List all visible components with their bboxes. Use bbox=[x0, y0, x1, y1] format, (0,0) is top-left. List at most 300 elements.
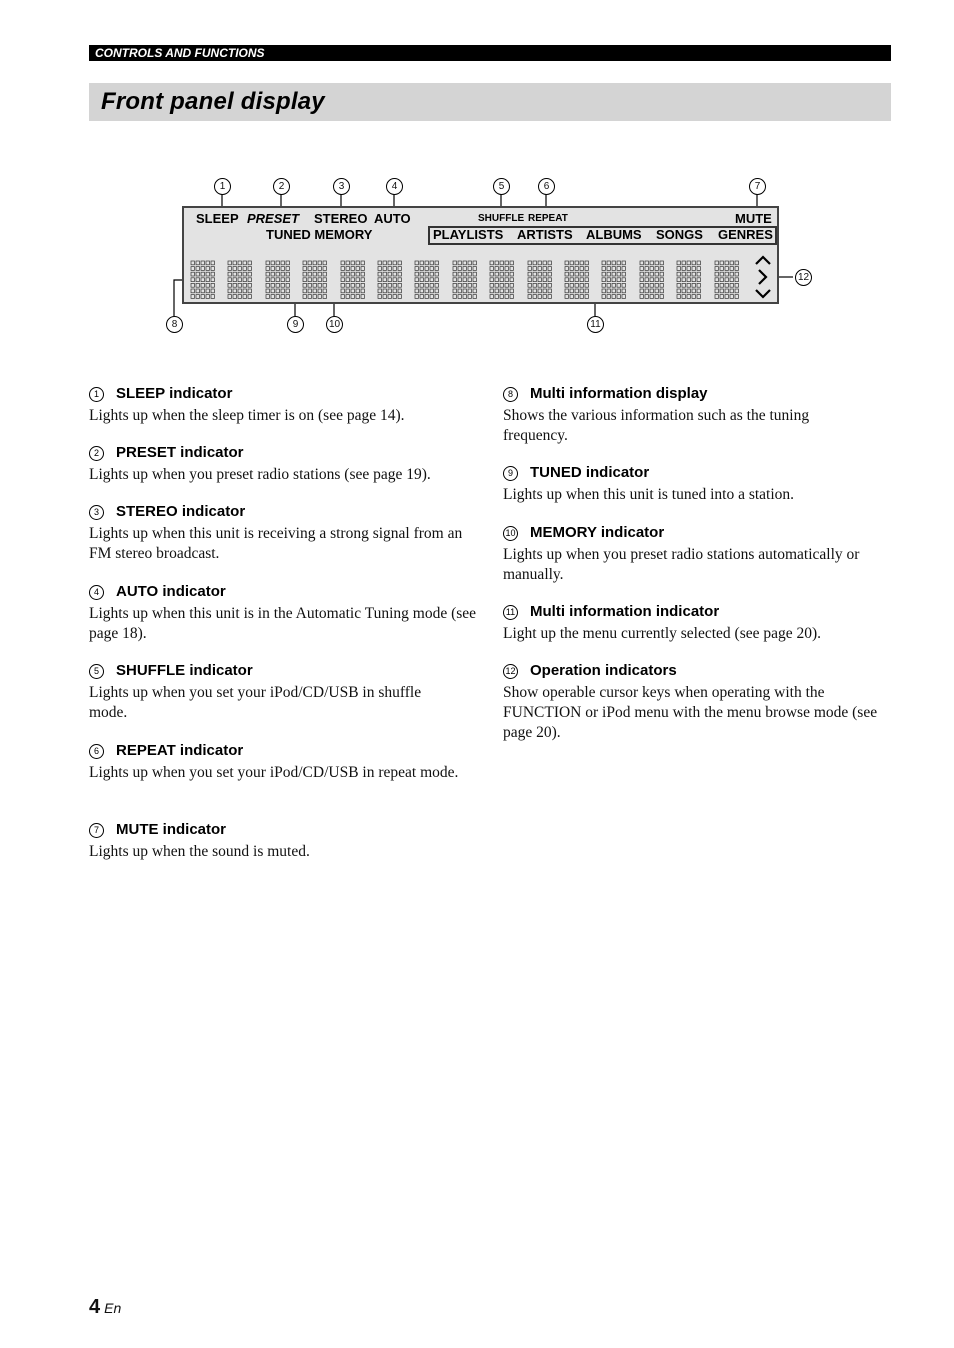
matrix-dot bbox=[233, 295, 236, 299]
matrix-dot bbox=[538, 267, 541, 271]
item-number: 12 bbox=[503, 664, 518, 679]
matrix-dot bbox=[602, 272, 605, 276]
matrix-dot bbox=[528, 278, 531, 282]
matrix-dot bbox=[682, 295, 685, 299]
matrix-dot bbox=[276, 283, 279, 287]
page-title: Front panel display bbox=[101, 88, 325, 115]
matrix-dot bbox=[490, 295, 493, 299]
matrix-dot bbox=[543, 267, 546, 271]
matrix-dot bbox=[570, 261, 573, 265]
matrix-dot bbox=[730, 261, 733, 265]
matrix-dot bbox=[580, 295, 583, 299]
matrix-dot bbox=[308, 267, 311, 271]
matrix-dot bbox=[543, 289, 546, 293]
list-item bbox=[503, 661, 893, 743]
matrix-dot bbox=[622, 278, 625, 282]
item-text: Lights up when the sleep timer is on (see page 14). bbox=[89, 407, 405, 424]
matrix-dot bbox=[425, 278, 428, 282]
item-heading bbox=[89, 502, 479, 522]
item-heading bbox=[503, 463, 893, 483]
matrix-dot bbox=[490, 283, 493, 287]
matrix-dot bbox=[318, 283, 321, 287]
matrix-dot bbox=[276, 295, 279, 299]
item-title: MEMORY indicator bbox=[530, 524, 665, 541]
matrix-dot bbox=[228, 295, 231, 299]
matrix-dot bbox=[415, 272, 418, 276]
matrix-dot bbox=[650, 295, 653, 299]
mute-indicator: MUTE bbox=[735, 211, 772, 226]
matrix-dot bbox=[420, 278, 423, 282]
matrix-dot bbox=[243, 289, 246, 293]
matrix-dot bbox=[580, 272, 583, 276]
item-heading bbox=[503, 384, 853, 404]
matrix-dot bbox=[715, 261, 718, 265]
matrix-dot bbox=[346, 289, 349, 293]
matrix-dot bbox=[463, 272, 466, 276]
matrix-dot bbox=[435, 278, 438, 282]
matrix-dot bbox=[388, 289, 391, 293]
matrix-dot bbox=[191, 295, 194, 299]
matrix-dot bbox=[622, 267, 625, 271]
list-item bbox=[89, 820, 310, 862]
matrix-dot bbox=[640, 278, 643, 282]
matrix-dot bbox=[266, 289, 269, 293]
matrix-dot bbox=[720, 283, 723, 287]
matrix-dot bbox=[238, 283, 241, 287]
matrix-dot bbox=[473, 272, 476, 276]
matrix-dot bbox=[228, 267, 231, 271]
matrix-dot bbox=[430, 272, 433, 276]
matrix-dot bbox=[650, 261, 653, 265]
matrix-dot bbox=[720, 261, 723, 265]
matrix-dot bbox=[276, 267, 279, 271]
matrix-dot bbox=[266, 272, 269, 276]
matrix-dot bbox=[356, 261, 359, 265]
matrix-dot bbox=[346, 272, 349, 276]
matrix-dot bbox=[271, 295, 274, 299]
matrix-dot bbox=[660, 295, 663, 299]
matrix-dot bbox=[266, 278, 269, 282]
matrix-dot bbox=[453, 278, 456, 282]
matrix-dot bbox=[206, 295, 209, 299]
matrix-dot bbox=[570, 267, 573, 271]
matrix-dot bbox=[575, 267, 578, 271]
section-label: CONTROLS AND FUNCTIONS bbox=[89, 45, 891, 61]
matrix-dot bbox=[622, 261, 625, 265]
sleep-indicator: SLEEP bbox=[196, 211, 239, 226]
matrix-dot bbox=[565, 272, 568, 276]
matrix-dot bbox=[720, 278, 723, 282]
matrix-dot bbox=[248, 267, 251, 271]
auto-indicator: AUTO bbox=[374, 211, 411, 226]
matrix-dot bbox=[575, 272, 578, 276]
matrix-dot bbox=[730, 295, 733, 299]
matrix-dot bbox=[607, 283, 610, 287]
matrix-dot bbox=[533, 289, 536, 293]
menu-artists: ARTISTS bbox=[517, 227, 573, 242]
matrix-dot bbox=[346, 295, 349, 299]
matrix-dot bbox=[565, 295, 568, 299]
matrix-dot bbox=[645, 267, 648, 271]
matrix-dot bbox=[211, 261, 214, 265]
matrix-dot bbox=[233, 261, 236, 265]
matrix-dot bbox=[687, 261, 690, 265]
list-item bbox=[89, 502, 479, 564]
matrix-dot bbox=[500, 278, 503, 282]
matrix-dot bbox=[378, 283, 381, 287]
callout-7: 7 bbox=[749, 178, 766, 195]
matrix-dot bbox=[548, 267, 551, 271]
matrix-dot bbox=[715, 295, 718, 299]
matrix-dot bbox=[607, 267, 610, 271]
matrix-dot bbox=[238, 278, 241, 282]
matrix-dot bbox=[303, 267, 306, 271]
item-title: Operation indicators bbox=[530, 662, 677, 679]
matrix-dot bbox=[346, 278, 349, 282]
matrix-dot bbox=[490, 272, 493, 276]
matrix-dot bbox=[725, 272, 728, 276]
item-text: Lights up when you set your iPod/CD/USB in repeat mode. bbox=[89, 764, 459, 781]
matrix-dot bbox=[323, 283, 326, 287]
matrix-dot bbox=[533, 261, 536, 265]
character-cell bbox=[564, 260, 590, 300]
matrix-dot bbox=[725, 289, 728, 293]
item-number: 5 bbox=[89, 664, 104, 679]
character-cell bbox=[340, 260, 366, 300]
item-heading bbox=[89, 741, 459, 761]
matrix-dot bbox=[490, 267, 493, 271]
matrix-dot bbox=[341, 295, 344, 299]
matrix-dot bbox=[398, 267, 401, 271]
matrix-dot bbox=[228, 261, 231, 265]
matrix-dot bbox=[570, 295, 573, 299]
matrix-dot bbox=[650, 283, 653, 287]
matrix-dot bbox=[495, 295, 498, 299]
matrix-dot bbox=[730, 267, 733, 271]
matrix-dot bbox=[323, 267, 326, 271]
matrix-dot bbox=[575, 278, 578, 282]
matrix-dot bbox=[510, 283, 513, 287]
matrix-dot bbox=[612, 261, 615, 265]
matrix-dot bbox=[276, 289, 279, 293]
matrix-dot bbox=[682, 267, 685, 271]
matrix-dot bbox=[248, 283, 251, 287]
matrix-dot bbox=[538, 278, 541, 282]
matrix-dot bbox=[393, 261, 396, 265]
matrix-dot bbox=[191, 272, 194, 276]
matrix-dot bbox=[323, 295, 326, 299]
matrix-dot bbox=[505, 283, 508, 287]
matrix-dot bbox=[543, 283, 546, 287]
matrix-dot bbox=[206, 272, 209, 276]
item-heading bbox=[89, 820, 310, 840]
matrix-dot bbox=[468, 272, 471, 276]
operation-arrows-icon bbox=[752, 254, 782, 302]
matrix-dot bbox=[248, 295, 251, 299]
matrix-dot bbox=[211, 272, 214, 276]
matrix-dot bbox=[196, 283, 199, 287]
matrix-dot bbox=[602, 267, 605, 271]
preset-indicator: PRESET bbox=[247, 211, 300, 226]
matrix-dot bbox=[617, 283, 620, 287]
matrix-dot bbox=[206, 283, 209, 287]
matrix-dot bbox=[655, 267, 658, 271]
matrix-dot bbox=[286, 261, 289, 265]
matrix-dot bbox=[233, 272, 236, 276]
matrix-dot bbox=[725, 278, 728, 282]
matrix-dot bbox=[211, 278, 214, 282]
matrix-dot bbox=[303, 261, 306, 265]
matrix-dot bbox=[640, 289, 643, 293]
matrix-dot bbox=[655, 272, 658, 276]
matrix-dot bbox=[415, 289, 418, 293]
matrix-dot bbox=[458, 272, 461, 276]
matrix-dot bbox=[575, 295, 578, 299]
matrix-dot bbox=[356, 278, 359, 282]
matrix-dot bbox=[425, 295, 428, 299]
matrix-dot bbox=[735, 272, 738, 276]
item-number: 11 bbox=[503, 605, 518, 620]
matrix-dot bbox=[420, 283, 423, 287]
matrix-dot bbox=[361, 289, 364, 293]
matrix-dot bbox=[510, 278, 513, 282]
matrix-dot bbox=[383, 261, 386, 265]
matrix-dot bbox=[677, 289, 680, 293]
item-text: Lights up when you set your iPod/CD/USB in shuffle mode. bbox=[89, 684, 422, 721]
matrix-dot bbox=[570, 289, 573, 293]
matrix-dot bbox=[238, 272, 241, 276]
callout-1: 1 bbox=[214, 178, 231, 195]
matrix-dot bbox=[228, 283, 231, 287]
matrix-dot bbox=[398, 283, 401, 287]
matrix-dot bbox=[692, 261, 695, 265]
item-title: SHUFFLE indicator bbox=[116, 662, 253, 679]
matrix-dot bbox=[720, 272, 723, 276]
matrix-dot bbox=[378, 261, 381, 265]
matrix-dot bbox=[271, 289, 274, 293]
matrix-dot bbox=[286, 267, 289, 271]
item-heading bbox=[503, 602, 893, 622]
matrix-dot bbox=[565, 278, 568, 282]
callout-11: 11 bbox=[587, 316, 604, 333]
matrix-dot bbox=[505, 267, 508, 271]
matrix-dot bbox=[580, 261, 583, 265]
matrix-dot bbox=[473, 267, 476, 271]
matrix-dot bbox=[415, 267, 418, 271]
matrix-dot bbox=[308, 283, 311, 287]
matrix-dot bbox=[607, 295, 610, 299]
matrix-dot bbox=[510, 272, 513, 276]
matrix-dot bbox=[346, 261, 349, 265]
matrix-dot bbox=[308, 261, 311, 265]
matrix-dot bbox=[341, 283, 344, 287]
item-heading bbox=[89, 384, 405, 404]
matrix-dot bbox=[528, 261, 531, 265]
matrix-dot bbox=[697, 272, 700, 276]
matrix-dot bbox=[308, 295, 311, 299]
matrix-dot bbox=[575, 261, 578, 265]
matrix-dot bbox=[585, 283, 588, 287]
matrix-dot bbox=[617, 267, 620, 271]
matrix-dot bbox=[715, 267, 718, 271]
matrix-dot bbox=[533, 272, 536, 276]
matrix-dot bbox=[211, 289, 214, 293]
matrix-dot bbox=[692, 278, 695, 282]
item-text: Show operable cursor keys when operating with the FUNCTION or iPod menu with the menu browse mode (see page 20). bbox=[503, 684, 878, 741]
matrix-dot bbox=[660, 289, 663, 293]
list-item bbox=[89, 661, 459, 723]
matrix-dot bbox=[430, 261, 433, 265]
matrix-dot bbox=[510, 295, 513, 299]
matrix-dot bbox=[602, 283, 605, 287]
matrix-dot bbox=[585, 278, 588, 282]
matrix-dot bbox=[313, 289, 316, 293]
matrix-dot bbox=[617, 278, 620, 282]
list-item bbox=[89, 443, 431, 485]
item-text: Lights up when this unit is in the Automatic Tuning mode (see page 18). bbox=[89, 605, 477, 642]
matrix-dot bbox=[543, 272, 546, 276]
matrix-dot bbox=[528, 267, 531, 271]
matrix-dot bbox=[655, 278, 658, 282]
matrix-dot bbox=[453, 283, 456, 287]
matrix-dot bbox=[351, 272, 354, 276]
matrix-dot bbox=[473, 283, 476, 287]
matrix-dot bbox=[201, 272, 204, 276]
page-number-value: 4 bbox=[89, 1296, 101, 1318]
item-number: 2 bbox=[89, 446, 104, 461]
matrix-dot bbox=[286, 272, 289, 276]
matrix-dot bbox=[468, 261, 471, 265]
matrix-dot bbox=[580, 283, 583, 287]
character-cell bbox=[714, 260, 740, 300]
matrix-dot bbox=[565, 283, 568, 287]
matrix-dot bbox=[281, 295, 284, 299]
callout-3: 3 bbox=[333, 178, 350, 195]
matrix-dot bbox=[500, 295, 503, 299]
item-number: 3 bbox=[89, 505, 104, 520]
matrix-dot bbox=[233, 278, 236, 282]
matrix-dot bbox=[435, 267, 438, 271]
matrix-dot bbox=[697, 278, 700, 282]
matrix-dot bbox=[622, 283, 625, 287]
matrix-dot bbox=[453, 261, 456, 265]
item-text: Shows the various information such as the tuning frequency. bbox=[503, 407, 810, 444]
item-heading bbox=[503, 661, 893, 681]
matrix-dot bbox=[415, 278, 418, 282]
matrix-dot bbox=[351, 278, 354, 282]
matrix-dot bbox=[286, 295, 289, 299]
matrix-dot bbox=[393, 283, 396, 287]
matrix-dot bbox=[323, 261, 326, 265]
matrix-dot bbox=[735, 295, 738, 299]
matrix-dot bbox=[266, 261, 269, 265]
menu-genres: GENRES bbox=[718, 227, 773, 242]
matrix-dot bbox=[425, 267, 428, 271]
item-heading bbox=[89, 443, 431, 463]
matrix-dot bbox=[565, 261, 568, 265]
matrix-dot bbox=[468, 278, 471, 282]
matrix-dot bbox=[318, 295, 321, 299]
matrix-dot bbox=[233, 267, 236, 271]
matrix-dot bbox=[490, 261, 493, 265]
matrix-dot bbox=[697, 295, 700, 299]
matrix-dot bbox=[495, 278, 498, 282]
menu-playlists: PLAYLISTS bbox=[433, 227, 504, 242]
matrix-dot bbox=[425, 261, 428, 265]
matrix-dot bbox=[303, 278, 306, 282]
matrix-dot bbox=[196, 295, 199, 299]
matrix-dot bbox=[420, 267, 423, 271]
item-heading bbox=[89, 582, 479, 602]
matrix-dot bbox=[607, 278, 610, 282]
item-title: Multi information display bbox=[530, 385, 708, 402]
matrix-dot bbox=[196, 278, 199, 282]
matrix-dot bbox=[308, 278, 311, 282]
matrix-dot bbox=[533, 283, 536, 287]
matrix-dot bbox=[415, 283, 418, 287]
matrix-dot bbox=[383, 283, 386, 287]
item-title: TUNED indicator bbox=[530, 464, 650, 481]
matrix-dot bbox=[463, 278, 466, 282]
matrix-dot bbox=[341, 289, 344, 293]
matrix-dot bbox=[602, 289, 605, 293]
matrix-dot bbox=[458, 295, 461, 299]
matrix-dot bbox=[677, 272, 680, 276]
matrix-dot bbox=[356, 289, 359, 293]
matrix-dot bbox=[687, 272, 690, 276]
matrix-dot bbox=[565, 267, 568, 271]
character-cell bbox=[676, 260, 702, 300]
matrix-dot bbox=[415, 261, 418, 265]
matrix-dot bbox=[687, 278, 690, 282]
matrix-dot bbox=[500, 283, 503, 287]
matrix-dot bbox=[655, 289, 658, 293]
matrix-dot bbox=[468, 267, 471, 271]
matrix-dot bbox=[468, 283, 471, 287]
character-cell bbox=[227, 260, 253, 300]
matrix-dot bbox=[435, 283, 438, 287]
callout-5: 5 bbox=[493, 178, 510, 195]
matrix-dot bbox=[510, 267, 513, 271]
matrix-dot bbox=[687, 283, 690, 287]
matrix-dot bbox=[692, 289, 695, 293]
matrix-dot bbox=[425, 283, 428, 287]
matrix-dot bbox=[463, 289, 466, 293]
matrix-dot bbox=[243, 283, 246, 287]
matrix-dot bbox=[420, 295, 423, 299]
matrix-dot bbox=[351, 283, 354, 287]
matrix-dot bbox=[191, 289, 194, 293]
character-cell bbox=[190, 260, 216, 300]
matrix-dot bbox=[323, 289, 326, 293]
matrix-dot bbox=[211, 295, 214, 299]
item-title: PRESET indicator bbox=[116, 444, 244, 461]
matrix-dot bbox=[383, 278, 386, 282]
item-number: 1 bbox=[89, 387, 104, 402]
menu-albums: ALBUMS bbox=[586, 227, 642, 242]
matrix-dot bbox=[435, 272, 438, 276]
item-number: 7 bbox=[89, 823, 104, 838]
item-title: REPEAT indicator bbox=[116, 742, 244, 759]
matrix-dot bbox=[473, 261, 476, 265]
matrix-dot bbox=[575, 289, 578, 293]
matrix-dot bbox=[473, 289, 476, 293]
matrix-dot bbox=[682, 261, 685, 265]
matrix-dot bbox=[650, 272, 653, 276]
matrix-dot bbox=[378, 278, 381, 282]
page-number bbox=[89, 1296, 121, 1319]
matrix-dot bbox=[303, 283, 306, 287]
